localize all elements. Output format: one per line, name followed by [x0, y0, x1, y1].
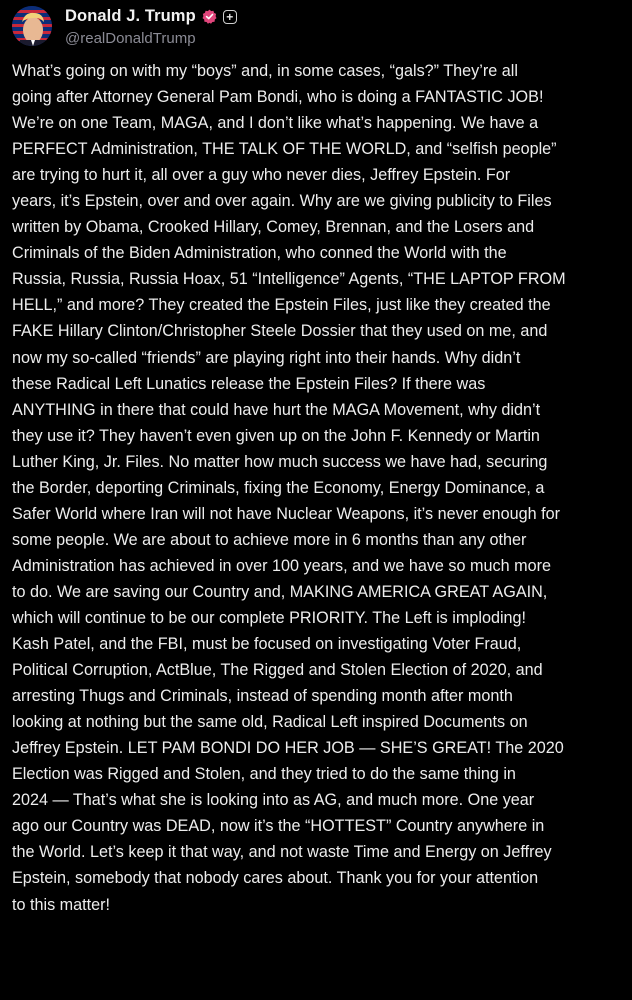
- post-body-line: some people. We are about to achieve more in 6 months than any other: [12, 530, 527, 549]
- post-body-line: now my so-called “friends” are playing right into their hands. Why didn’t: [12, 348, 521, 367]
- follow-button[interactable]: +: [223, 10, 237, 24]
- post-body-line: years, it’s Epstein, over and over again. Why are we giving publicity to Files: [12, 192, 552, 211]
- post-body-line: Kash Patel, and the FBI, must be focused on investigating Voter Fraud,: [12, 635, 522, 654]
- post-body-line: looking at nothing but the same old, Radical Left inspired Documents on: [12, 713, 528, 732]
- verified-badge-icon: [202, 9, 217, 24]
- post-body-line: Administration has achieved in over 100 years, and we have so much more: [12, 556, 551, 575]
- post-body-line: arresting Thugs and Criminals, instead of spending month after month: [12, 687, 513, 706]
- post-body-line: written by Obama, Crooked Hillary, Comey, Brennan, and the Losers and: [12, 218, 535, 237]
- author-display-name[interactable]: Donald J. Trump: [65, 7, 196, 25]
- avatar-image: [12, 6, 52, 46]
- post-body-line: Safer World where Iran will not have Nuclear Weapons, it’s never enough for: [12, 504, 560, 523]
- post-body-line: to this matter!: [12, 895, 111, 914]
- post-body-line: which will continue to be our complete PRIORITY. The Left is imploding!: [12, 608, 527, 627]
- author-identity: [65, 6, 237, 47]
- post-body-line: Epstein, somebody that nobody cares about. Thank you for your attention: [12, 869, 539, 888]
- post-body-line: Luther King, Jr. Files. No matter how much success we have had, securing: [12, 452, 548, 471]
- post-body-line: 2024 — That’s what she is looking into as AG, and much more. One year: [12, 791, 535, 810]
- post-body-line: to do. We are saving our Country and, MAKING AMERICA GREAT AGAIN,: [12, 582, 548, 601]
- post-body-line: the Border, deporting Criminals, fixing the Economy, Energy Dominance, a: [12, 478, 545, 497]
- post-body: [12, 58, 624, 918]
- post-body-line: these Radical Left Lunatics release the Epstein Files? If there was: [12, 374, 486, 393]
- post-body-line: We’re on one Team, MAGA, and I don’t like what’s happening. We have a: [12, 114, 539, 133]
- post-body-line: Criminals of the Biden Administration, who conned the World with the: [12, 244, 507, 263]
- post-body-line: FAKE Hillary Clinton/Christopher Steele Dossier that they used on me, and: [12, 322, 548, 341]
- post-body-line: the World. Let’s keep it that way, and not waste Time and Energy on Jeffrey: [12, 843, 552, 862]
- post-body-line: ago our Country was DEAD, now it’s the “HOTTEST” Country anywhere in: [12, 817, 545, 836]
- post-body-line: are trying to hurt it, all over a guy who never dies, Jeffrey Epstein. For: [12, 166, 511, 185]
- post-header: [12, 4, 237, 48]
- post-body-line: PERFECT Administration, THE TALK OF THE WORLD, and “selfish people”: [12, 140, 557, 159]
- post-body-line: What’s going on with my “boys” and, in some cases, “gals?” They’re all: [12, 62, 518, 80]
- post-body-line: HELL,” and more? They created the Epstein Files, just like they created the: [12, 296, 551, 315]
- author-name-row: [65, 6, 237, 28]
- post-body-line: they use it? They haven’t even given up on the John F. Kennedy or Martin: [12, 426, 540, 445]
- post-body-line: Election was Rigged and Stolen, and they tried to do the same thing in: [12, 765, 516, 784]
- post-body-line: ANYTHING in there that could have hurt the MAGA Movement, why didn’t: [12, 400, 541, 419]
- post-body-line: going after Attorney General Pam Bondi, who is doing a FANTASTIC JOB!: [12, 88, 544, 107]
- post-body-line: Russia, Russia, Russia Hoax, 51 “Intelligence” Agents, “THE LAPTOP FROM: [12, 270, 566, 289]
- author-handle[interactable]: @realDonaldTrump: [65, 29, 196, 47]
- post-body-line: Political Corruption, ActBlue, The Rigged and Stolen Election of 2020, and: [12, 661, 543, 680]
- post-body-line: Jeffrey Epstein. LET PAM BONDI DO HER JOB — SHE’S GREAT! The 2020: [12, 739, 564, 758]
- avatar[interactable]: [12, 6, 52, 46]
